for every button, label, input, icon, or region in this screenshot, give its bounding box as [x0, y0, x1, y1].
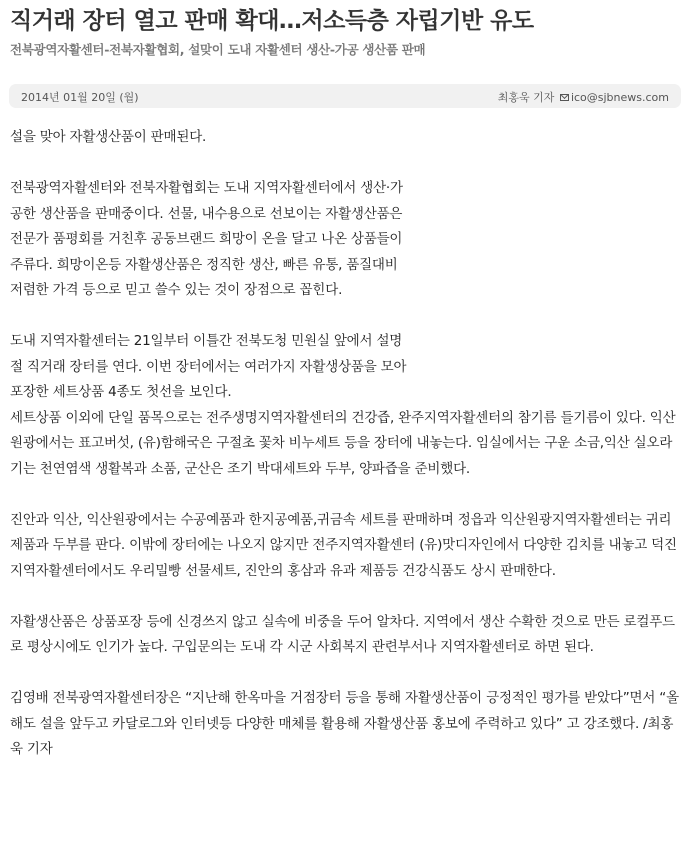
paragraph: 김영배 전북광역자활센터장은 “지난해 한옥마을 거점장터 등을 통해 자활생산품이 긍정적인 평가를 받았다”면서 “올해도 설을 앞두고 카달로그와 인터넷등 다양한 매체를 활용해 자활생산품 홍보에 주력하고 있다” 고 강조했다. /최홍욱 기자: [10, 690, 679, 757]
article-meta-bar: [9, 84, 681, 108]
paragraph: 도내 지역자활센터는 21일부터 이틀간 전북도청 민원실 앞에서 설명절 직거래 장터를 연다. 이번 장터에서는 여러가지 자활생상품을 모아 포장한 세트상품 4종도 첫선을 보인다.: [10, 333, 407, 400]
byline: [498, 89, 669, 105]
article-body: [10, 125, 682, 788]
paragraph: 진안과 익산, 익산원광에서는 수공예품과 한지공예품,귀금속 세트를 판매하며 정읍과 익산원광지역자활센터는 귀리제품과 두부를 판다. 이밖에 장터에는 나오지 않지만 전주지역자활센터 (유)맛디자인에서 다양한 김치를 내놓고 덕진지역자활센터에서도 우리밀빵 선물세트, 진안의 홍삼과 유과 제품등 건강식품도 상시 판매한다.: [10, 511, 677, 579]
reporter-name: 최홍욱 기자: [497, 91, 555, 104]
publish-date: 2014년 01월 20일 (월): [21, 91, 139, 104]
mail-icon: [560, 94, 569, 101]
paragraph: 자활생산품은 상품포장 등에 신경쓰지 않고 실속에 비중을 두어 알차다. 지역에서 생산 수확한 것으로 만든 로컬푸드로 평상시에도 인기가 높다. 구입문의는 도내 각 시군 사회복지 관련부서나 지역자활센터로 하면 된다.: [10, 613, 675, 655]
article-headline: 직거래 장터 열고 판매 확대…저소득층 자립기반 유도: [10, 8, 534, 34]
paragraph: 설을 맞아 자활생산품이 판매된다.: [10, 129, 207, 145]
article-subhead: 전북광역자활센터-전북자활협회, 설맞이 도내 자활센터 생산-가공 생산품 판매: [10, 42, 426, 57]
reporter-email[interactable]: ico@sjbnews.com: [570, 91, 669, 104]
paragraph: 전북광역자활센터와 전북자활협회는 도내 지역자활센터에서 생산·가공한 생산품을 판매중이다. 선물, 내수용으로 선보이는 자활생산품은 전문가 품평회를 거친후 공동브랜드 희망이 온을 달고 나온 상품들이 주류다. 희망이온등 자활생산품은 정직한 생산, 빠른 유통, 품질대비 저렴한 가격 등으로 믿고 쓸수 있는 것이 장점으로 꼽힌다.: [10, 180, 403, 298]
paragraph: 세트상품 이외에 단일 품목으로는 전주생명지역자활센터의 건강즙, 완주지역자활센터의 참기름 들기름이 있다. 익산원광에서는 표고버섯, (유)함해국은 구절초 꽃차 비누세트 등을 장터에 내놓는다. 임실에서는 구운 소금,익산 실오라기는 천연염색 생활복과 소품, 군산은 조기 박대세트와 두부, 양파즙을 준비했다.: [10, 409, 676, 477]
